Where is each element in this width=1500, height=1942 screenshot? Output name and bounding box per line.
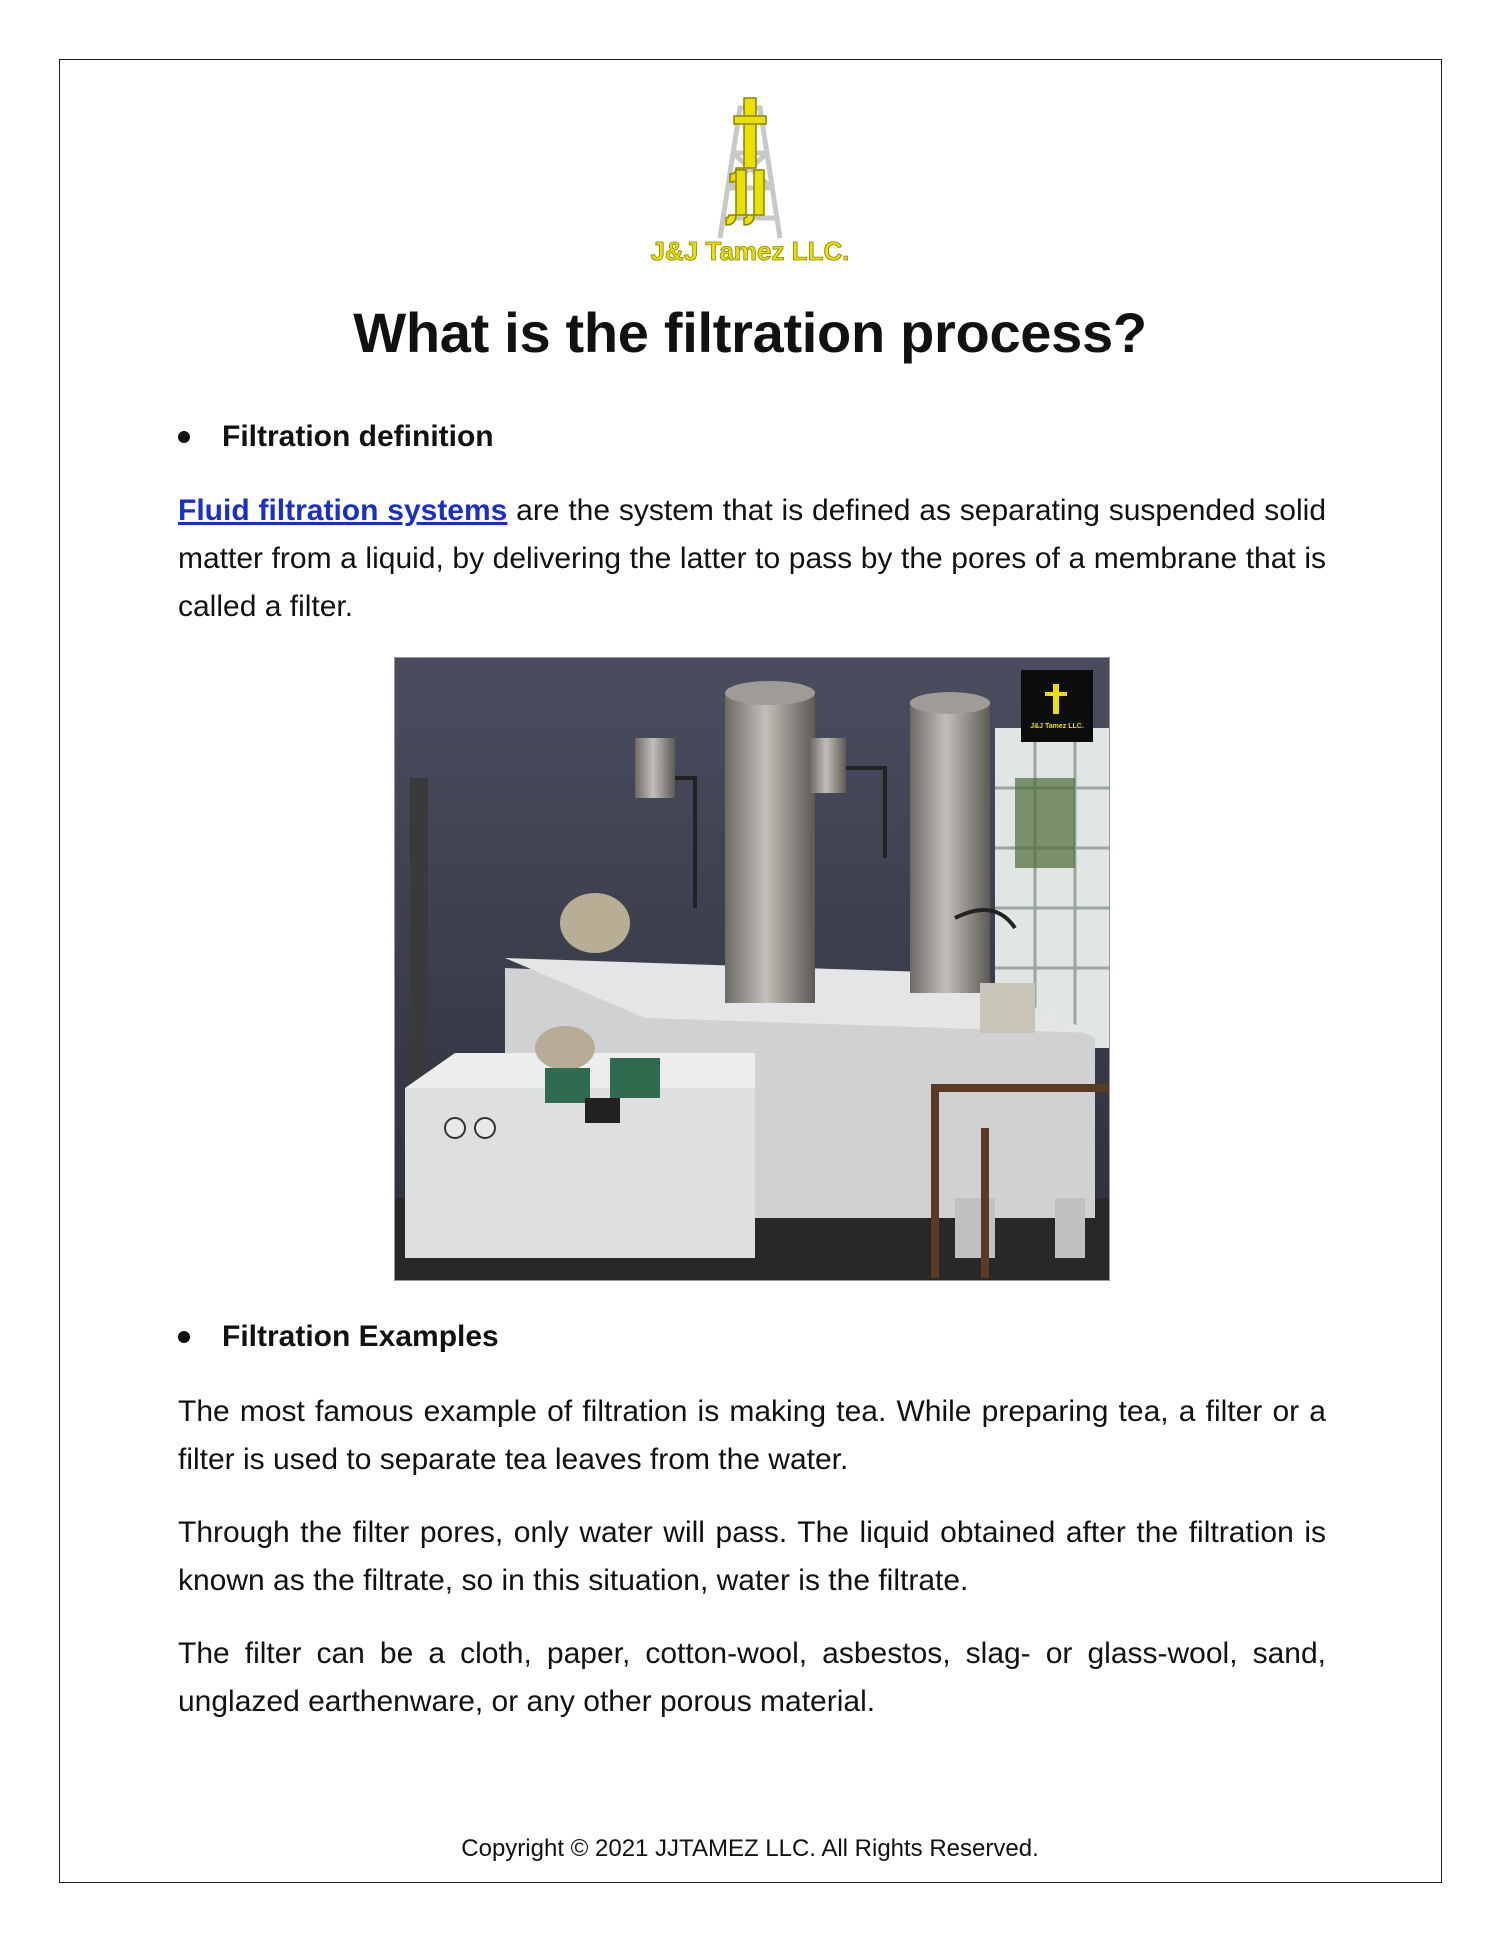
- bullet-icon: [178, 1331, 190, 1343]
- section-heading-examples: [178, 1320, 499, 1354]
- definition-text: are the system that is defined as separating suspended solid matter from a liquid, by delivering the latter to pass by the pores of a membrane that is called a filter.: [178, 494, 1327, 623]
- fluid-filtration-systems-link[interactable]: Fluid filtration systems: [178, 494, 508, 527]
- examples-paragraph-2: Through the filter pores, only water will pass. The liquid obtained after the filtration is known as the filtrate, so in this situation, water is the filtrate.: [178, 1516, 1326, 1597]
- company-logo: [640, 88, 860, 268]
- filtration-equipment-photo: [394, 657, 1110, 1281]
- photo-watermark: J&J Tamez LLC.: [1030, 723, 1084, 730]
- section-heading-text: Filtration definition: [222, 420, 494, 453]
- page-title: What is the filtration process?: [353, 301, 1147, 364]
- copyright-footer: Copyright © 2021 JJTAMEZ LLC. All Rights Reserved.: [461, 1835, 1039, 1862]
- examples-paragraph-1: The most famous example of filtration is making tea. While preparing tea, a filter or a filter is used to separate tea leaves from the water.: [178, 1395, 1326, 1476]
- examples-paragraph-3: The filter can be a cloth, paper, cotton-wool, asbestos, slag- or glass-wool, sand, unglazed earthenware, or any other porous material.: [178, 1637, 1326, 1718]
- bullet-icon: [178, 431, 190, 443]
- definition-paragraph: [178, 487, 1326, 631]
- section-heading-definition: [178, 420, 494, 454]
- logo-wordmark: J&J Tamez LLC.: [650, 236, 850, 266]
- section-heading-text: Filtration Examples: [222, 1320, 499, 1353]
